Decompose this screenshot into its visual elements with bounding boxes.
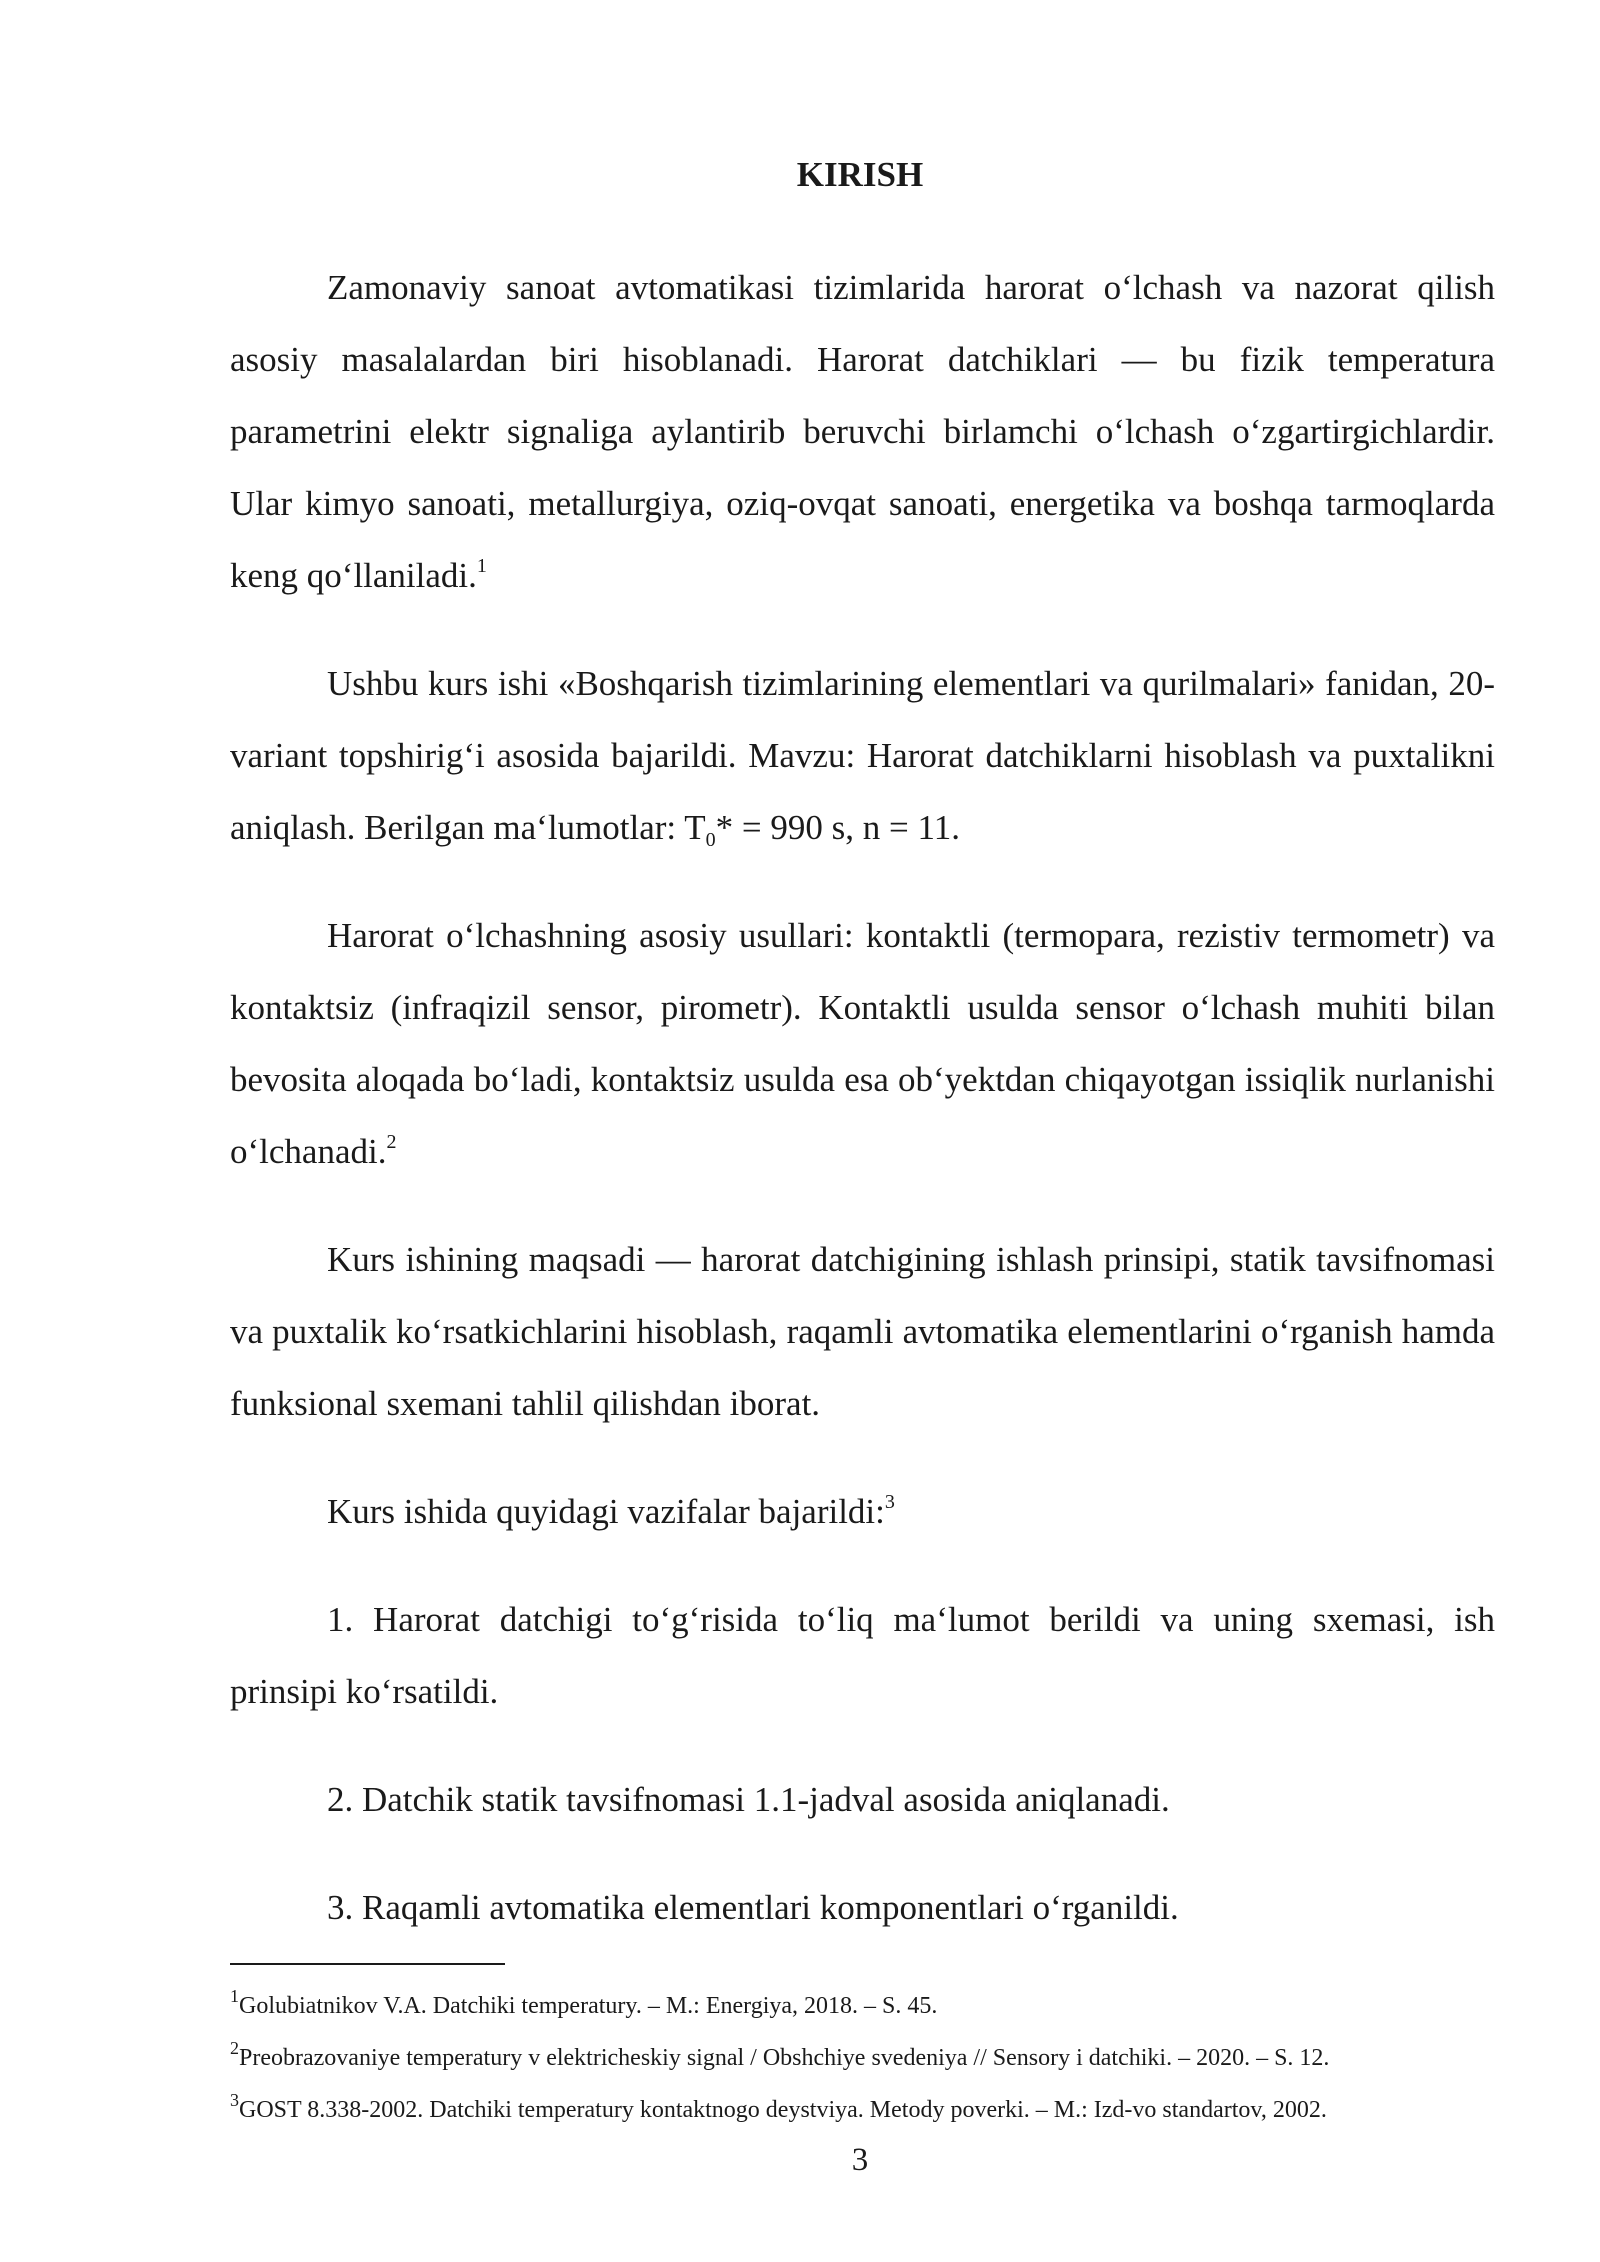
paragraph-text: * = 990 s, n = 11.	[715, 808, 960, 847]
paragraph-goal	[230, 1224, 1495, 1440]
footnote-text: Golubiatnikov V.A. Datchiki temperatury. – M.: Energiya, 2018. – S. 45.	[239, 1993, 938, 2019]
paragraph-text: Zamonaviy sanoat avtomatikasi tizimlarida harorat o‘lchash va nazorat qilish asosiy masalalardan biri hisoblanadi. Harorat datchiklari — bu fizik temperatura parametrini elektr signaliga aylantirib beruvchi birlamchi o‘lchash o‘zgartirgichlardir. Ular kimyo sanoati, metallurgiya, oziq-ovqat sanoati, energetika va boshqa tarmoqlarda keng qo‘llaniladi.	[230, 268, 1495, 595]
paragraph-tasks-intro	[230, 1476, 1495, 1548]
section-heading: KIRISH	[796, 155, 924, 194]
footnote	[230, 1980, 1495, 2032]
task-item: 1. Harorat datchigi to‘g‘risida to‘liq ma‘lumot berildi va uning sxemasi, ish prinsipi ko‘rsatildi.	[230, 1600, 1495, 1711]
footnotes	[230, 1980, 1495, 2136]
paragraph-text: Kurs ishining maqsadi — harorat datchigining ishlash prinsipi, statik tavsifnomasi va puxtalik ko‘rsatkichlarini hisoblash, raqamli avtomatika elementlarini o‘rganish hamda funksional sxemani tahlil qilishdan iborat.	[230, 1240, 1495, 1423]
footnote	[230, 2032, 1495, 2084]
paragraph-text: Ushbu kurs ishi «Boshqarish tizimlarining elementlari va qurilmalari» fanidan, 20-variant topshirig‘i asosida bajarildi. Mavzu: Harorat datchiklarni hisoblash va puxtalikni aniqlash. Berilgan ma‘lumotlar: T	[230, 664, 1495, 847]
footnote	[230, 2084, 1495, 2136]
task-item: 3. Raqamli avtomatika elementlari komponentlari o‘rganildi.	[327, 1888, 1179, 1927]
footnote-number: 1	[230, 1986, 239, 2006]
paragraph-task-variant	[230, 648, 1495, 864]
paragraph-text: Harorat o‘lchashning asosiy usullari: kontaktli (termopara, rezistiv termometr) va kontaktsiz (infraqizil sensor, pirometr). Kontaktli usulda sensor o‘lchash muhiti bilan bevosita aloqada bo‘ladi, kontaktsiz usulda esa ob‘yektdan chiqayotgan issiqlik nurlanishi o‘lchanadi.	[230, 916, 1495, 1171]
footnote-number: 3	[230, 2090, 239, 2110]
body-text	[230, 252, 1495, 1944]
footnote-separator	[230, 1963, 505, 1965]
footnote-ref[interactable]: 2	[386, 1131, 397, 1153]
footnote-text: Preobrazovaniye temperatury v elektricheskiy signal / Obshchiye svedeniya // Sensory i datchiki. – 2020. – S. 12.	[239, 2045, 1330, 2071]
footnote-number: 2	[230, 2038, 239, 2058]
footnote-ref[interactable]: 3	[884, 1491, 895, 1513]
footnote-ref[interactable]: 1	[476, 555, 487, 577]
subscript: 0	[705, 829, 716, 851]
paragraph-intro	[230, 252, 1495, 612]
task-item: 2. Datchik statik tavsifnomasi 1.1-jadval asosida aniqlanadi.	[327, 1780, 1170, 1819]
footnote-text: GOST 8.338-2002. Datchiki temperatury kontaktnogo deystviya. Metody poverki. – M.: Izd-vo standartov, 2002.	[239, 2097, 1327, 2123]
paragraph-methods	[230, 900, 1495, 1188]
paragraph-text: Kurs ishida quyidagi vazifalar bajarildi:	[327, 1492, 885, 1531]
page-number: 3	[851, 2142, 869, 2178]
